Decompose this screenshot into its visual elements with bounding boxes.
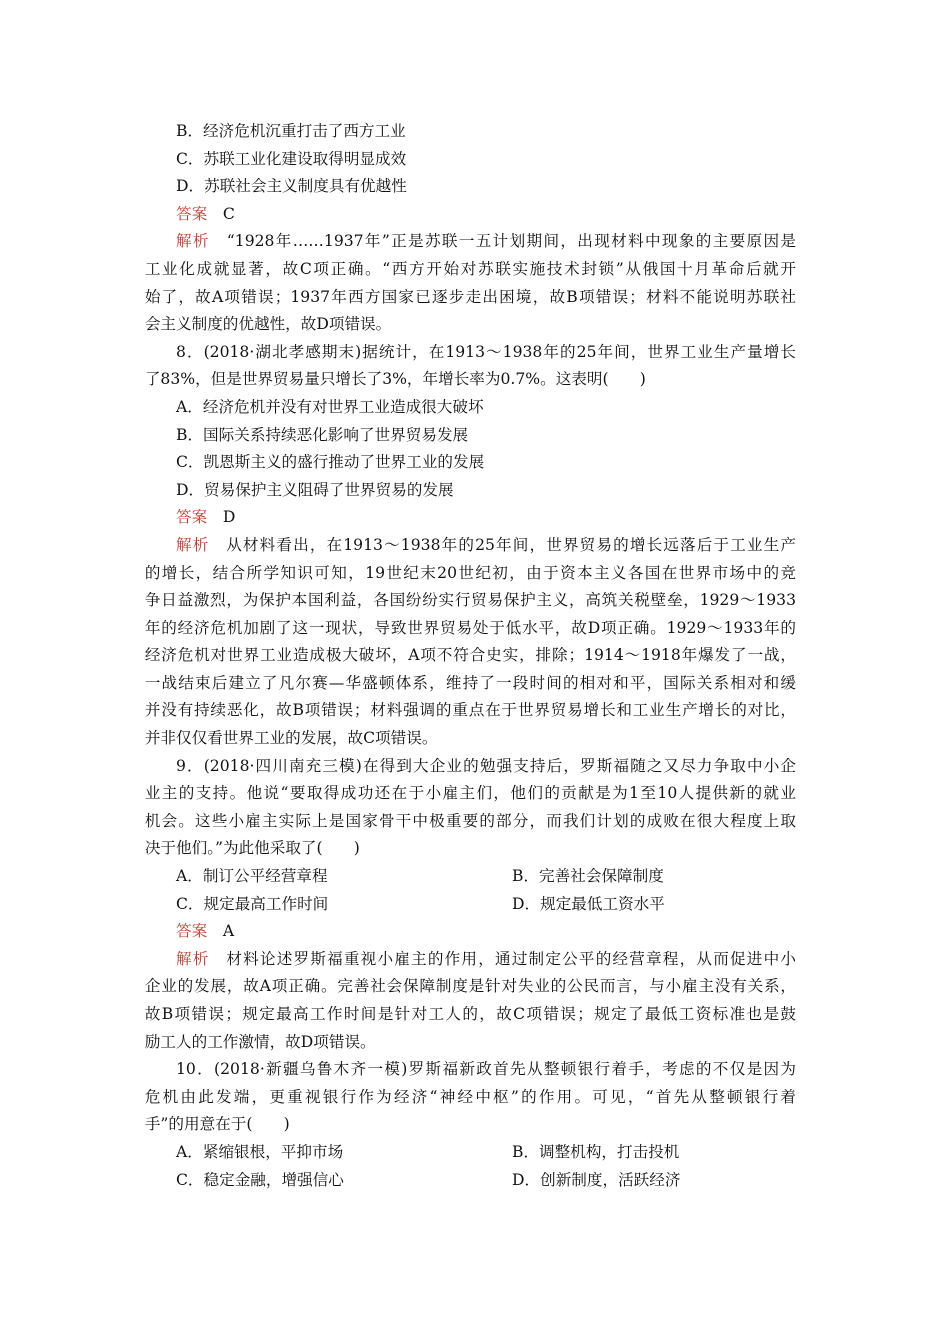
q10-option-a: A．紧缩银根，平抑市场 [176,1142,344,1161]
q10-option-b: B．调整机构，打击投机 [512,1142,680,1161]
analysis-line: 从材料看出，在1913～1938年的25年间，世界贸易的增长远落后于工业生产 [226,535,796,554]
stem-line: 9．(2018·四川南充三模)在得到大企业的勉强支持后，罗斯福随之又尽力争取中小企 [176,756,796,775]
analysis-line: 年的经济危机加剧了这一现状，导致世界贸易处于低水平，故D项正确。1929～1933年的 [144,618,796,637]
analysis-label: 解析 [176,232,210,251]
q9-options-row-2 [176,891,796,919]
stem-line: 了83%，但是世界贸易量只增长了3%，年增长率为0.7%。这表明( ) [144,370,646,389]
analysis-label: 解析 [176,535,210,554]
analysis-label: 解析 [176,949,210,968]
analysis-line: 经济危机对世界工业造成极大破坏，A项不符合史实，排除；1914～1918年爆发了一战， [144,646,796,665]
analysis-line: “1928年……1937年”正是苏联一五计划期间，出现材料中现象的主要原因是 [226,232,796,251]
q10-stem [145,1056,796,1139]
analysis-line: 会主义制度的优越性，故D项错误。 [144,315,392,334]
q8-option-b: B．国际关系持续恶化影响了世界贸易发展 [176,425,469,444]
q7-option-c: C．苏联工业化建设取得明显成效 [176,149,407,168]
q9-stem [145,753,796,863]
q9-analysis [145,946,796,1056]
answer-label: 答案 [176,922,208,941]
q8-answer [176,504,796,532]
q7-answer [176,201,796,229]
analysis-line: 争日益激烈，为保护本国利益，各国纷纷实行贸易保护主义，高筑关税壁垒，1929～1933 [144,591,796,610]
q9-options-row-1 [176,863,796,891]
q7-analysis [145,228,796,338]
answer-value: D [222,508,236,527]
stem-line: 业主的支持。他说“要取得成功还在于小雇主们，他们的贡献是为1至10人提供新的就业 [144,784,796,803]
answer-value: C [222,204,235,223]
stem-line: 危机由此发端，更重视银行作为经济“神经中枢”的作用。可见，“首先从整顿银行着 [144,1087,796,1106]
stem-line: 8．(2018·湖北孝感期末)据统计，在1913～1938年的25年间，世界工业生产量增长 [176,342,796,361]
analysis-line: 的增长，结合所学知识可知，19世纪末20世纪初，由于资本主义各国在世界市场中的竞 [144,563,796,582]
q10-options-row-2 [176,1167,796,1195]
q9-answer [176,918,796,946]
q8-analysis [145,532,796,753]
q10-option-c: C．稳定金融，增强信心 [176,1170,344,1189]
q8-option-d: D．贸易保护主义阻碍了世界贸易的发展 [176,480,454,499]
stem-line: 决于他们。”为此他采取了( ) [144,839,360,858]
answer-value: A [222,922,235,941]
q7-option-d: D．苏联社会主义制度具有优越性 [176,177,407,196]
analysis-line: 一战结束后建立了凡尔赛—华盛顿体系，维持了一段时间的相对和平，国际关系相对和缓 [144,673,796,692]
analysis-line: 企业的发展，故A项正确。完善社会保障制度是针对失业的公民而言，与小雇主没有关系， [144,977,796,996]
q9-option-b: B．完善社会保障制度 [512,867,664,886]
analysis-line: 并没有持续恶化，故B项错误；材料强调的重点在于世界贸易增长和工业生产增长的对比， [144,701,796,720]
analysis-line: 始了，故A项错误；1937年西方国家已逐步走出困境，故B项错误；材料不能说明苏联社 [144,287,796,306]
analysis-line: 励工人的工作激情，故D项错误。 [144,1032,376,1051]
analysis-line: 并非仅仅看世界工业的发展，故C项错误。 [144,729,438,748]
document-page [144,118,796,1194]
q9-option-c: C．规定最高工作时间 [176,894,329,913]
analysis-line: 故B项错误；规定最高工作时间是针对工人的，故C项错误；规定了最低工资标准也是鼓 [144,1005,796,1023]
q9-option-d: D．规定最低工资水平 [512,894,665,913]
analysis-line: 工业化成就显著，故C项正确。“西方开始对苏联实施技术封锁”从俄国十月革命后就开 [144,259,796,278]
stem-line: 10．(2018·新疆乌鲁木齐一模)罗斯福新政首先从整顿银行着手，考虑的不仅是因为 [176,1060,796,1079]
q7-option-b: B．经济危机沉重打击了西方工业 [176,122,406,140]
stem-line: 机会。这些小雇主实际上是国家骨干中极重要的部分，而我们计划的成败在很大程度上取 [144,811,796,830]
q8-option-a: A．经济危机并没有对世界工业造成很大破坏 [176,397,484,416]
answer-label: 答案 [176,204,208,223]
stem-line: 手”的用意在于( ) [144,1115,290,1134]
q9-option-a: A．制订公平经营章程 [176,867,328,886]
answer-label: 答案 [176,508,208,527]
q8-option-c: C．凯恩斯主义的盛行推动了世界工业的发展 [176,453,485,472]
analysis-line: 材料论述罗斯福重视小雇主的作用，通过制定公平的经营章程，从而促进中小 [226,949,796,968]
q10-options-row-1 [176,1139,796,1167]
q8-stem [145,339,796,394]
q10-option-d: D．创新制度，活跃经济 [512,1170,681,1189]
